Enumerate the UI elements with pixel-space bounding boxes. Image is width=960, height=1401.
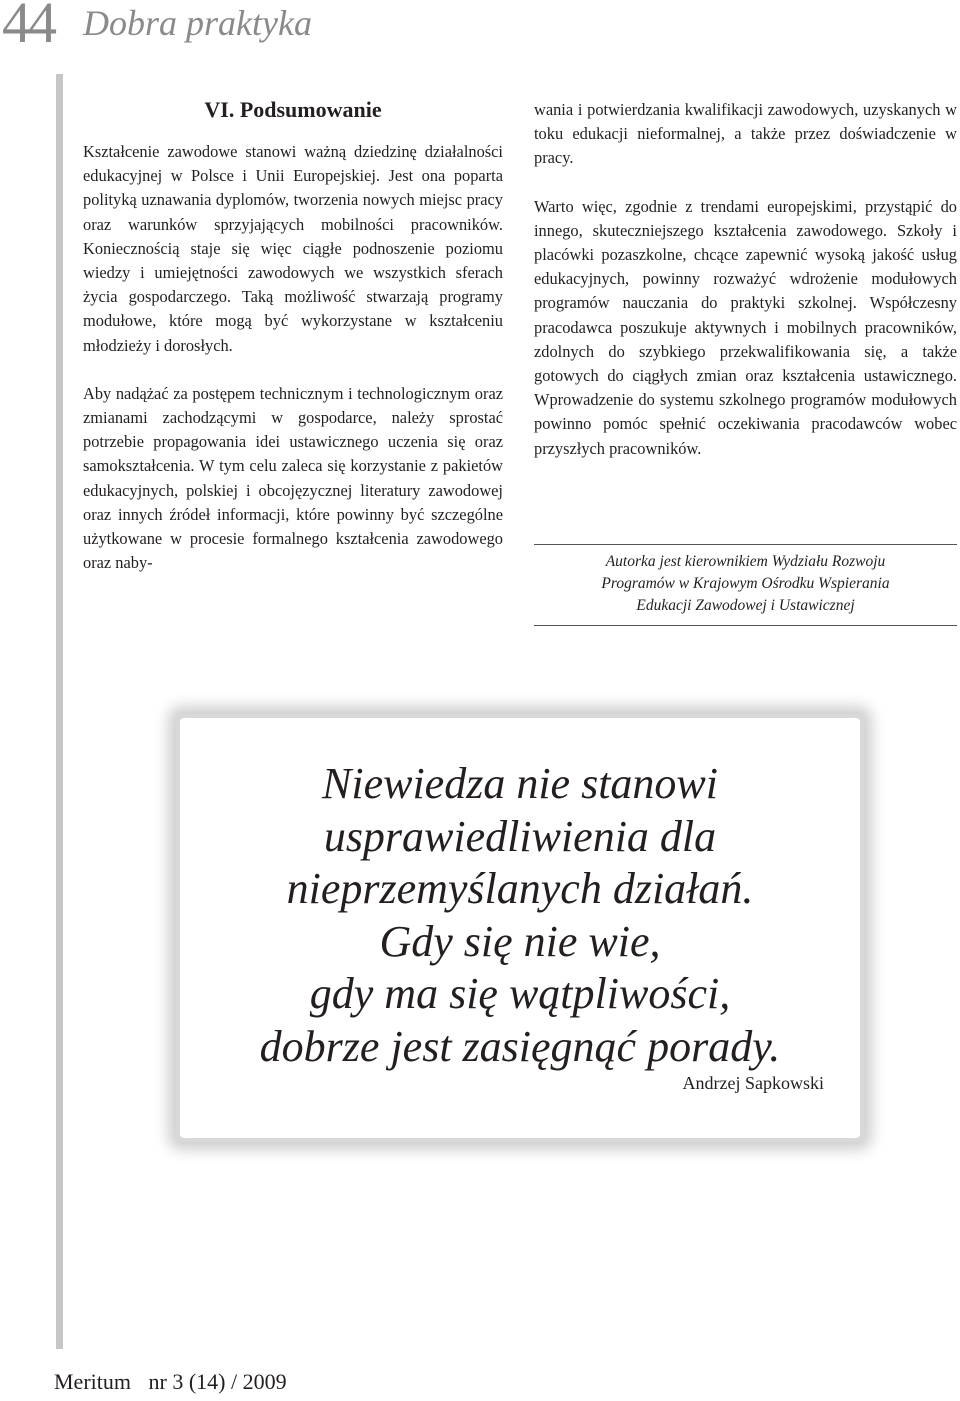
author-note-line: Autorka jest kierownikiem Wydziału Rozwoju xyxy=(605,553,886,570)
side-bar xyxy=(56,74,63,1349)
right-column xyxy=(534,98,957,461)
quote-line: Niewiedza nie stanowi xyxy=(322,759,718,808)
section-title: Dobra praktyka xyxy=(83,3,312,43)
author-note-line: Programów w Krajowym Ośrodku Wspierania xyxy=(601,575,890,592)
paragraph: Kształcenie zawodowe stanowi ważną dziedzinę działalności edukacyjnej w Polsce i Unii Europejskiej. Jest ona poparta polityką uznawania dyplomów, tworzenia nowych miejsc pracy oraz warunków sprzyjających mobilności pracowników. Koniecznością staje się więc ciągłe podnoszenie poziomu wiedzy i umiejętności zawodowych we wszystkich sferach życia gospodarczego. Taką możliwość stwarzają programy modułowe, które mogą być wykorzystane w kształceniu młodzieży i dorosłych. xyxy=(83,142,503,355)
quote-line: gdy ma się wątpliwości, xyxy=(309,969,731,1018)
journal-name: Meritum xyxy=(54,1369,131,1394)
quote-author: Andrzej Sapkowski xyxy=(682,1073,824,1093)
divider xyxy=(534,625,957,626)
paragraph: Warto więc, zgodnie z trendami europejskimi, przystąpić do innego, skuteczniejszego kształcenia zawodowego. Szkoły i placówki pozaszkolne, chcące zapewnić wysoką jakość usług edukacyjnych, powinny rozważyć wdrożenie modułowych programów nauczania do praktyki szkolnej. Współczesny pracodawca poszukuje aktywnych i mobilnych pracowników, zdolnych do szybkiego przekwalifikowania się, a także gotowych do ciągłych zmian oraz kształcenia ustawicznego. Wprowadzenie do systemu szkolnego programów modułowych powinno pomóc spełnić oczekiwania pracodawców wobec przyszłych pracowników. xyxy=(534,196,957,458)
paragraph: Aby nadążać za postępem technicznym i technologicznym oraz zmianami zachodzącymi w gospodarce, należy sprostać potrzebie propagowania idei ustawicznego uczenia się oraz samokształcenia. W tym celu zaleca się korzystanie z pakietów edukacyjnych, polskiej i obcojęzycznej literatury zawodowej oraz innych źródeł informacji, które powinny być szczególne użytkowane w procesie formalnego kształcenia zawodowego oraz naby- xyxy=(83,383,503,573)
author-note-text xyxy=(534,545,957,625)
quote-text xyxy=(180,758,860,1073)
issue-info: nr 3 (14) / 2009 xyxy=(148,1369,287,1394)
author-note xyxy=(534,544,957,626)
paragraph: wania i potwierdzania kwalifikacji zawodowych, uzyskanych w toku edukacji nieformalnej, a także przez doświadczenie w pracy. xyxy=(534,100,957,168)
quote-line: Gdy się nie wie, xyxy=(379,916,661,966)
footer xyxy=(54,1369,287,1395)
quote-line: usprawiedliwienia dla xyxy=(323,811,717,861)
author-note-line: Edukacji Zawodowej i Ustawicznej xyxy=(636,597,855,614)
page-number: 44 xyxy=(2,0,54,55)
quote-box xyxy=(180,718,860,1138)
quote-line: dobrze jest zasięgnąć porady. xyxy=(259,1021,781,1071)
left-column xyxy=(83,140,503,575)
quote-line: nieprzemyślanych działań. xyxy=(286,864,754,913)
article-heading: VI. Podsumowanie xyxy=(204,97,382,122)
